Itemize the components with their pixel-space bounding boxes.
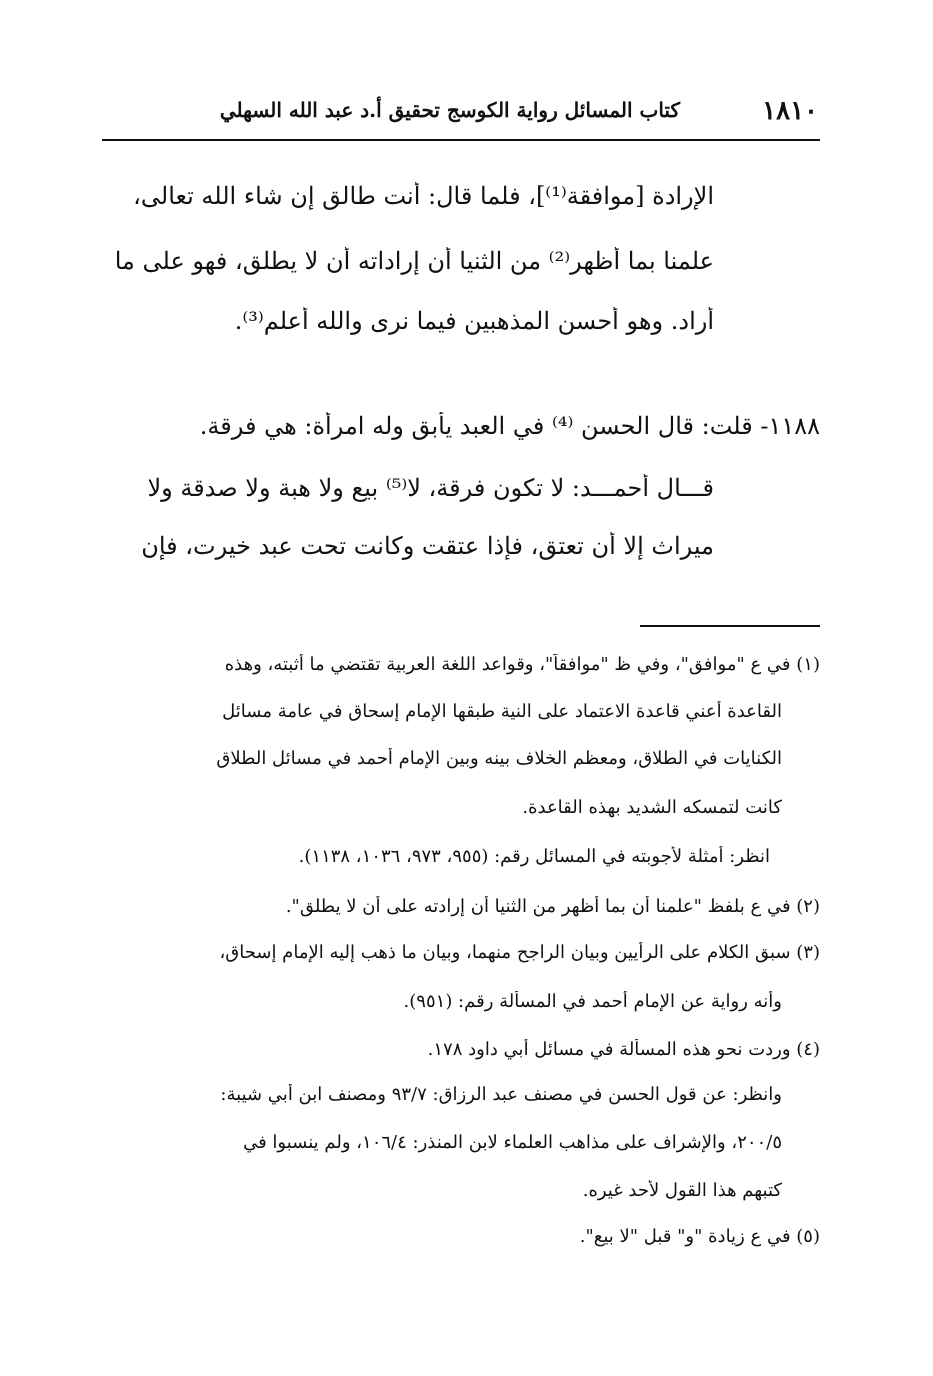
body-line-4: ١١٨٨- قلت: قال الحسن ⁽⁴⁾ في العبد يأبق وله امرأة: هي فرقة.: [199, 412, 820, 440]
footnote-1-line-3: الكنايات في الطلاق، ومعظم الخلاف بينه وبين الإمام أحمد في مسائل الطلاق: [216, 748, 782, 769]
footnote-1-line-1: (١) في ع "موافق"، وفي ظ "موافقاً"، وقواعد اللغة العربية تقتضي ما أثبته، وهذه: [224, 654, 820, 675]
footnote-4-line-2: وانظر: عن قول الحسن في مصنف عبد الرزاق: ٩٣/٧ ومصنف ابن أبي شيبة:: [220, 1084, 782, 1105]
body-line-3: أراد. وهو أحسن المذهبين فيما نرى والله أعلم⁽³⁾.: [234, 307, 714, 335]
body-line-1: الإرادة [موافقة⁽¹⁾]، فلما قال: أنت طالق إن شاء الله تعالى،: [133, 182, 714, 210]
footnote-5: (٥) في ع زيادة "و" قبل "لا بيع".: [579, 1226, 820, 1247]
footnote-4-line-3: ٢٠٠/٥، والإشراف على مذاهب العلماء لابن المنذر: ١٠٦/٤، ولم ينسبوا في: [243, 1132, 782, 1153]
body-line-6: ميراث إلا أن تعتق، فإذا عتقت وكانت تحت عبد خيرت، فإن: [141, 532, 714, 560]
footnote-1-line-5: انظر: أمثلة لأجوبته في المسائل رقم: (٩٥٥، ٩٧٣، ١٠٣٦، ١١٣٨).: [298, 846, 770, 867]
header-rule: [102, 139, 820, 141]
page-number: ١٨١٠: [762, 96, 818, 126]
footnote-1-line-2: القاعدة أعني قاعدة الاعتماد على النية طبقها الإمام إسحاق في عامة مسائل: [222, 701, 782, 722]
running-title: كتاب المسائل رواية الكوسج تحقيق أ.د عبد الله السهلي: [219, 98, 680, 122]
footnote-1-line-4: كانت لتمسكه الشديد بهذه القاعدة.: [522, 797, 782, 818]
body-line-2: علمنا بما أظهر⁽²⁾ من الثنيا أن إراداته أن لا يطلق، فهو على ما: [114, 247, 714, 275]
footnote-3-line-1: (٣) سبق الكلام على الرأيين وبيان الراجح منهما، وبيان ما ذهب إليه الإمام إسحاق،: [219, 942, 820, 963]
footnote-separator: [640, 625, 820, 627]
footnote-3-line-2: وأنه رواية عن الإمام أحمد في المسألة رقم: (٩٥١).: [403, 991, 782, 1012]
footnote-4-line-1: (٤) وردت نحو هذه المسألة في مسائل أبي داود ١٧٨.: [427, 1039, 820, 1060]
page-header: [102, 96, 820, 136]
footnote-4-line-4: كتبهم هذا القول لأحد غيره.: [582, 1180, 782, 1201]
body-line-5: قـــال أحمـــد: لا تكون فرقة، لا⁽⁵⁾ بيع ولا هبة ولا صدقة ولا: [147, 474, 714, 502]
footnote-2: (٢) في ع بلفظ "علمنا أن بما أظهر من الثنيا أن إرادته على أن لا يطلق".: [285, 896, 820, 917]
